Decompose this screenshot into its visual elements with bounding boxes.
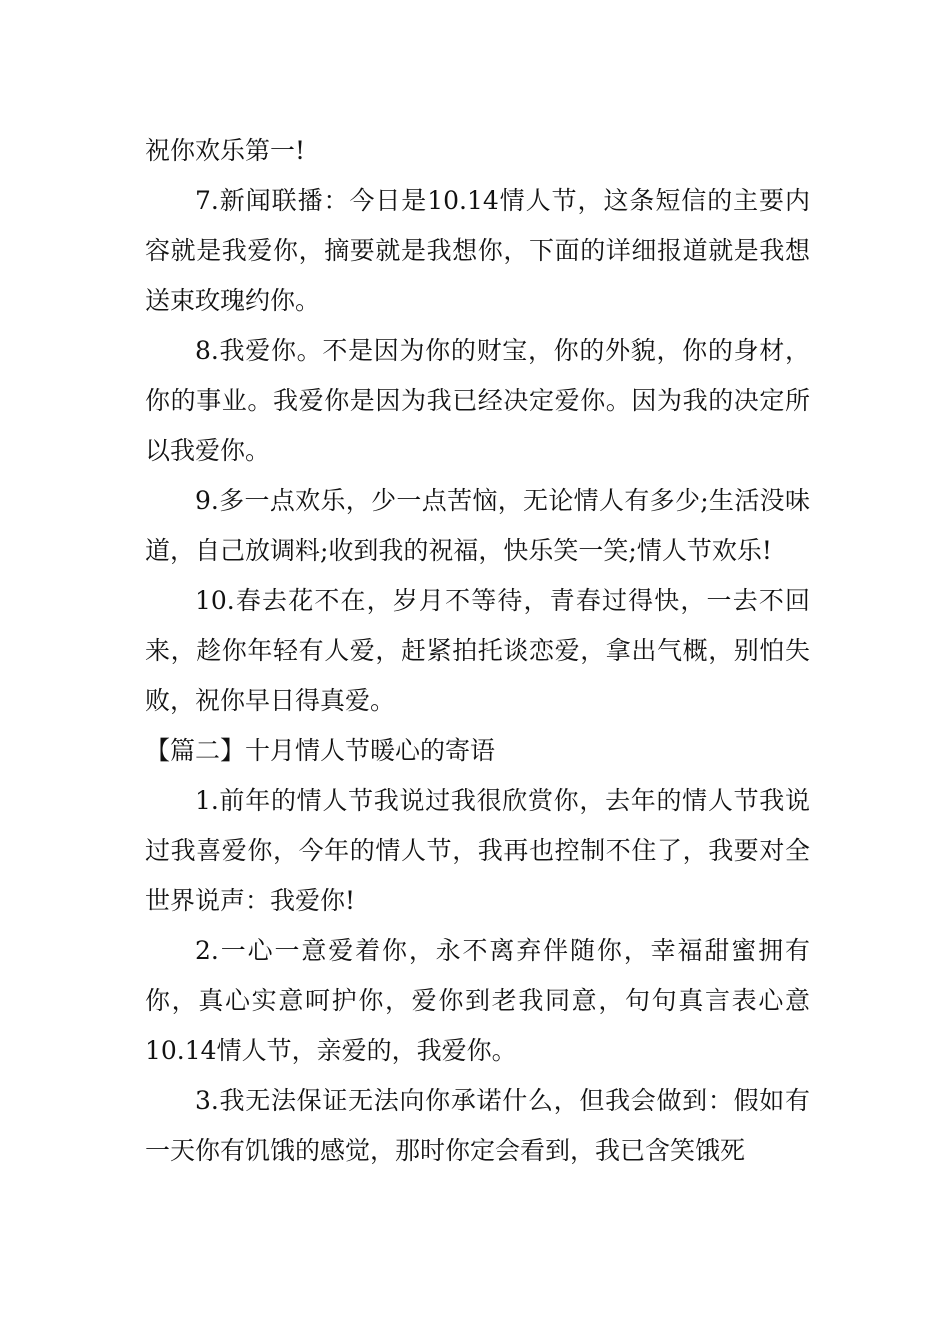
section-paragraph-2: 2.一心一意爱着你，永不离弃伴随你，幸福甜蜜拥有你，真心实意呵护你，爱你到老我同意，句句真言表心意10.14情人节，亲爱的，我爱你。 [145,936,810,1065]
paragraph-continued: 祝你欢乐第一! [145,136,306,165]
paragraph-item-8: 8.我爱你。不是因为你的财宝，你的外貌，你的身材，你的事业。我爱你是因为我已经决定爱你。因为我的决定所以我爱你。 [145,336,810,465]
paragraph-item-7: 7.新闻联播：今日是10.14情人节，这条短信的主要内容就是我爱你，摘要就是我想你，下面的详细报道就是我想送束玫瑰约你。 [145,186,810,315]
document-page [145,126,810,1176]
paragraph-item-10: 10.春去花不在，岁月不等待，青春过得快，一去不回来，趁你年轻有人爱，赶紧拍托谈恋爱，拿出气概，别怕失败，祝你早日得真爱。 [145,586,810,715]
paragraph-item-9: 9.多一点欢乐，少一点苦恼，无论情人有多少;生活没味道，自己放调料;收到我的祝福，快乐笑一笑;情人节欢乐! [145,486,810,565]
section-heading: 【篇二】十月情人节暖心的寄语 [145,736,496,765]
section-paragraph-3: 3.我无法保证无法向你承诺什么，但我会做到：假如有一天你有饥饿的感觉，那时你定会看到，我已含笑饿死 [145,1086,810,1165]
section-paragraph-1: 1.前年的情人节我说过我很欣赏你，去年的情人节我说过我喜爱你，今年的情人节，我再也控制不住了，我要对全世界说声：我爱你! [145,786,810,915]
